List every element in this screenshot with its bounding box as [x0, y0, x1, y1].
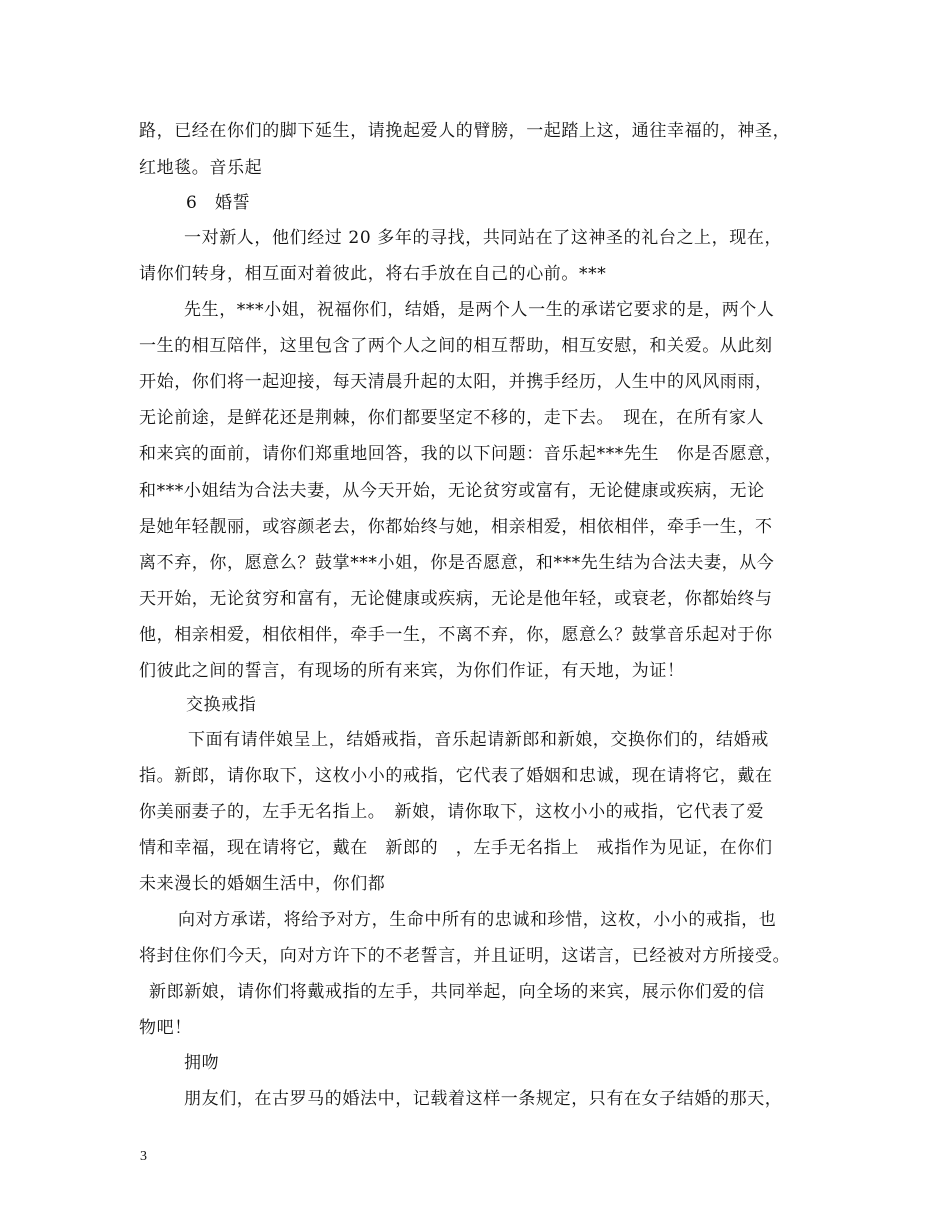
section-heading: 6 婚誓 [186, 193, 251, 213]
text-line: 一生的相互陪伴，这里包含了两个人之间的相互帮助，相互安慰，和关爱。从此刻 [139, 336, 773, 356]
section-heading: 交换戒指 [186, 695, 257, 715]
text-line: 向对方承诺，将给予对方，生命中所有的忠诚和珍惜，这枚，小小的戒指，也 [178, 910, 777, 930]
text-line: 你美丽妻子的，左手无名指上。 新娘，请你取下，这枚小小的戒指，它代表了爱 [139, 802, 765, 822]
page-number: 3 [140, 1149, 147, 1164]
text-line: 先生，***小姐，祝福你们，结婚，是两个人一生的承诺它要求的是，两个人 [184, 300, 775, 320]
text-line: 和***小姐结为合法夫妻，从今天开始，无论贫穷或富有，无论健康或疾病，无论 [139, 481, 765, 501]
text-line: 下面有请伴娘呈上，结婚戒指，音乐起请新郎和新娘，交换你们的，结婚戒 [188, 730, 769, 750]
text-line: 情和幸福，现在请将它，戴在 新郎的 ，左手无名指上 戒指作为见证，在你们 [139, 838, 773, 858]
text-line: 请你们转身，相互面对着彼此，将右手放在自己的心前。*** [139, 264, 607, 284]
text-line: 和来宾的面前，请你们郑重地回答，我的以下问题：音乐起***先生 你是否愿意， [139, 444, 783, 464]
text-line: 他，相亲相爱，相依相伴，牵手一生，不离不弃，你，愿意么？鼓掌音乐起对于你 [139, 625, 773, 645]
text-line: 们彼此之间的誓言，有现场的所有来宾，为你们作证，有天地，为证！ [139, 661, 685, 681]
text-line: 无论前途，是鲜花还是荆棘，你们都要坚定不移的，走下去。 现在，在所有家人 [139, 408, 765, 428]
text-line: 将封住你们今天，向对方许下的不老誓言，并且证明，这诺言，已经被对方所接受。 [139, 946, 791, 966]
section-heading: 拥吻 [184, 1053, 220, 1073]
text-line: 路，已经在你们的脚下延生，请挽起爱人的臂膀，一起踏上这，通往幸福的，神圣， [139, 121, 791, 141]
text-line: 物吧！ [139, 1018, 192, 1038]
text-line: 新郎新娘，请你们将戴戒指的左手，共同举起，向全场的来宾，展示你们爱的信 [149, 982, 765, 1002]
text-line: 一对新人，他们经过 20 多年的寻找，共同站在了这神圣的礼台之上，现在， [184, 228, 783, 248]
text-line: 是她年轻靓丽，或容颜老去，你都始终与她，相亲相爱，相依相伴，牵手一生，不 [139, 517, 773, 537]
text-line: 天开始，无论贫穷和富有，无论健康或疾病，无论是他年轻，或衰老，你都始终与 [139, 589, 773, 609]
text-line: 离不弃，你，愿意么？鼓掌***小姐，你是否愿意，和***先生结为合法夫妻，从今 [139, 553, 775, 573]
text-line: 未来漫长的婚姻生活中，你们都 [139, 874, 386, 894]
text-line: 朋友们，在古罗马的婚法中，记载着这样一条规定，只有在女子结婚的那天， [184, 1089, 783, 1109]
text-line: 开始，你们将一起迎接，每天清晨升起的太阳，并携手经历，人生中的风风雨雨， [139, 372, 773, 392]
text-line: 指。新郎，请你取下，这枚小小的戒指，它代表了婚姻和忠诚，现在请将它，戴在 [139, 766, 773, 786]
text-line: 红地毯。音乐起 [139, 158, 263, 178]
